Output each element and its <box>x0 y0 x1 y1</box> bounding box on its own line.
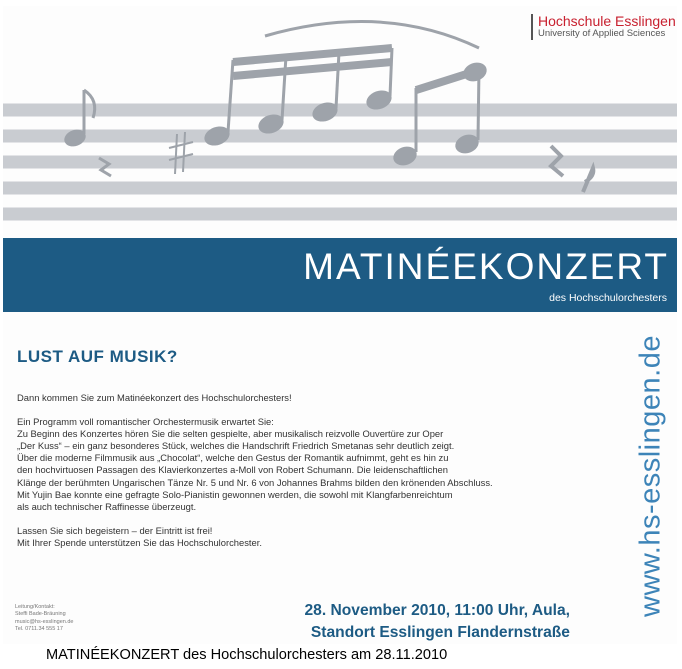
image-caption: MATINÉEKONZERT des Hochschulorchesters am 28.11.2010 <box>46 647 448 663</box>
closing-paragraph <box>17 525 587 549</box>
event-details <box>304 600 570 644</box>
text-line: Klänge der berühmten Ungarischen Tänze Nr. 5 und Nr. 6 von Johannes Brahms bilden den krönenden Abschluss. <box>17 476 493 488</box>
university-logo <box>531 14 676 40</box>
contact-name: Steffi Bade-Bräuning <box>15 611 66 618</box>
text-line: als auch technischer Raffinesse überzeugt. <box>17 500 197 512</box>
body-text <box>17 392 587 561</box>
website-url: www.hs-esslingen.de <box>634 335 667 617</box>
text-line: Ein Programm voll romantischer Orchestermusik erwartet Sie: <box>17 416 274 428</box>
contact-block <box>15 604 73 633</box>
text-line: den hochvirtuosen Passagen des Klavierkonzertes a-Moll von Robert Schumann. Die leidenschaftlichen <box>17 464 448 476</box>
title-banner <box>3 238 677 312</box>
logo-subtitle: University of Applied Sciences <box>538 28 666 40</box>
contact-label: Leitung/Kontakt: <box>15 604 55 610</box>
text-line: Mit Yujin Bae konnte eine gefragte Solo-Pianistin gewonnen werden, die sowohl mit Klangfarbenreichtum <box>17 488 453 500</box>
contact-phone: Tel. 0711.34 555 17 <box>15 625 63 632</box>
headline: LUST AUF MUSIK? <box>17 347 178 366</box>
program-paragraph <box>17 416 587 513</box>
text-line: „Der Kuss“ – ein ganz besonderes Stück, welches die Handschrift Friedrich Smetanas sehr deutlich zeigt. <box>17 440 455 452</box>
concert-flyer <box>3 6 677 644</box>
event-date-time: 28. November 2010, 11:00 Uhr, Aula, <box>304 602 570 619</box>
text-line: Zu Beginn des Konzertes hören Sie die selten gespielte, aber musikalisch reizvolle Ouvertüre zur Oper <box>17 428 444 440</box>
banner-subtitle: des Hochschulorchesters <box>549 292 667 304</box>
text-line: Lassen Sie sich begeistern – der Eintritt ist frei! <box>17 524 213 536</box>
logo-name: Hochschule Esslingen <box>538 13 676 29</box>
music-notes-illustration <box>3 6 677 238</box>
banner-title: MATINÉEKONZERT <box>303 246 669 287</box>
intro-paragraph: Dann kommen Sie zum Matinéekonzert des Hochschulorchesters! <box>17 392 292 403</box>
text-line: Mit Ihrer Spende unterstützen Sie das Hochschulorchester. <box>17 536 262 548</box>
text-line: Über die moderne Filmmusik aus „Chocolat“, welche den Gestus der Romantik aufnimmt, geht es hin zu <box>17 452 449 464</box>
event-location: Standort Esslingen Flandernstraße <box>310 624 570 641</box>
contact-email: music@hs-esslingen.de <box>15 618 74 625</box>
